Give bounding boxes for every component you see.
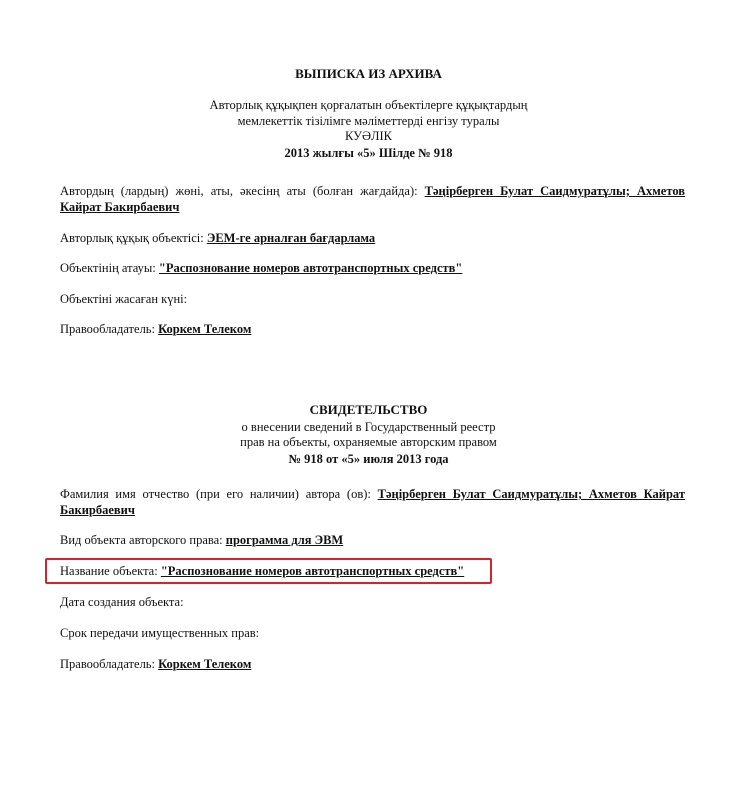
ru-field-author-value: Тәңірберген Булат Саидмуратұлы; Ахметов Кайрат Бакирбаевич <box>60 487 686 517</box>
kz-field-type-label: Авторлық құқық объектісі: <box>60 231 207 245</box>
kz-field-author-label: Автордың (лардың) жөні, аты, әкесінң аты (болған жағдайда): <box>60 184 425 198</box>
kz-subtitle-line2: мемлекеттік тізілімге мәліметтерді енгізу туралы <box>237 114 500 128</box>
ru-field-owner <box>60 656 685 672</box>
kz-field-owner-value: Коркем Телеком <box>158 322 252 336</box>
ru-field-author <box>60 486 685 518</box>
kz-field-type <box>60 230 685 246</box>
ru-field-date-label: Дата создания объекта: <box>60 595 184 609</box>
kz-date-line: 2013 жылғы «5» Шілде № 918 <box>284 146 453 160</box>
ru-field-type <box>60 532 685 548</box>
kz-field-name-value: "Распознование номеров автотранспортных средств" <box>158 261 463 275</box>
ru-field-transfer-term <box>60 625 685 641</box>
kz-title: ВЫПИСКА ИЗ АРХИВА <box>295 66 442 81</box>
ru-subtitle-line1: о внесении сведений в Государственный реестр <box>241 420 496 434</box>
kz-subtitle-line1: Авторлық құқықпен қорғалатын объектілерге құқықтардың <box>209 98 528 112</box>
kz-field-date <box>60 291 685 307</box>
ru-field-owner-label: Правообладатель: <box>60 657 159 671</box>
ru-subtitle-line2: прав на объекты, охраняемые авторским правом <box>240 435 497 449</box>
kz-subtitle-line3: КУӘЛІК <box>345 129 392 143</box>
kz-field-owner <box>60 321 685 337</box>
ru-field-type-label: Вид объекта авторского права: <box>60 533 226 547</box>
ru-field-transfer-term-label: Срок передачи имущественных прав: <box>60 626 260 640</box>
kz-field-type-value: ЭЕМ-ге арналған бағдарлама <box>206 231 376 245</box>
ru-field-type-value: программа для ЭВМ <box>225 533 344 547</box>
ru-field-name-value: "Распознование номеров автотранспортных средств" <box>160 564 465 578</box>
kz-field-author <box>60 183 685 215</box>
kz-field-date-label: Объектіні жасаған күні: <box>60 292 188 306</box>
highlight-box <box>45 558 492 584</box>
ru-field-name-label: Название объекта: <box>60 564 161 578</box>
kz-field-owner-label: Правообладатель: <box>60 322 159 336</box>
ru-field-date <box>60 594 685 610</box>
ru-field-owner-value: Коркем Телеком <box>158 657 252 671</box>
ru-field-author-label: Фамилия имя отчество (при его наличии) автора (ов): <box>60 487 378 501</box>
ru-date-line: № 918 от «5» июля 2013 года <box>288 452 449 466</box>
kz-field-name-label: Объектінің атауы: <box>60 261 159 275</box>
ru-title: СВИДЕТЕЛЬСТВО <box>309 402 428 417</box>
kz-field-name <box>60 260 685 276</box>
kz-field-author-value: Тәңірберген Булат Саидмуратұлы; Ахметов Кайрат Бакирбаевич <box>60 184 686 214</box>
